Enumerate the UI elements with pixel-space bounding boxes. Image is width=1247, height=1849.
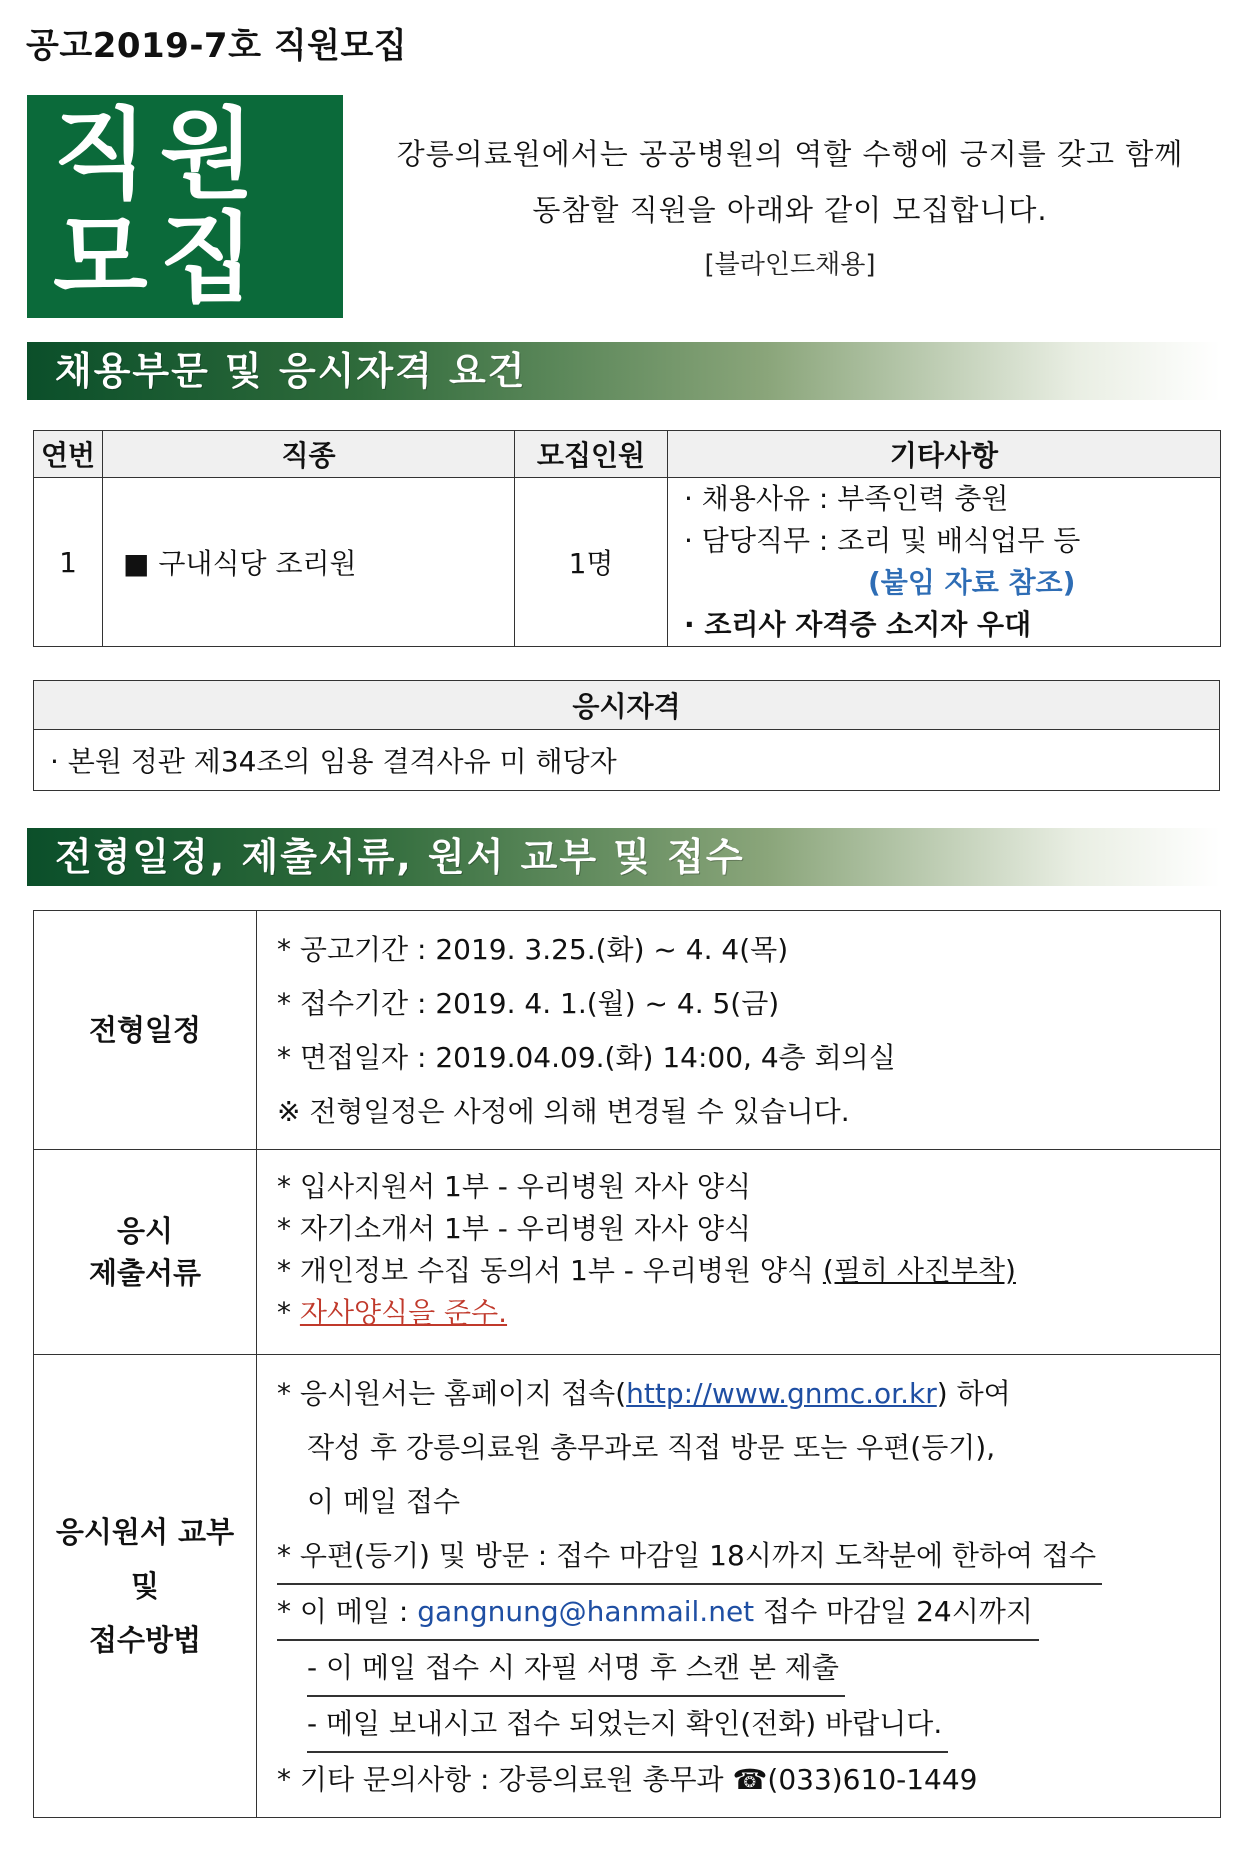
apply-mail-visit-text: * 우편(등기) 및 방문 : 접수 마감일 18시까지 도착분에 한하여 접수 xyxy=(277,1529,1102,1585)
apply-method: 작성 후 강릉의료원 총무과로 직접 방문 또는 우편(등기), xyxy=(307,1431,996,1464)
recruit-logo xyxy=(27,95,343,318)
apply-label-line-3: 접수방법 xyxy=(88,1623,202,1657)
table-header-row xyxy=(34,431,1221,478)
logo-line-2: 모집 xyxy=(53,201,267,316)
apply-email-confirm-note xyxy=(277,1697,1220,1753)
qualification-text: · 본원 정관 제34조의 임용 결격사유 미 해당자 xyxy=(34,730,1220,791)
recruit-table xyxy=(33,430,1221,647)
apply-label-line-2: 및 xyxy=(130,1569,159,1603)
email-link[interactable]: gangnung@hanmail.net xyxy=(417,1595,755,1628)
apply-label xyxy=(34,1355,257,1818)
apply-content xyxy=(257,1355,1221,1818)
doc-privacy-consent xyxy=(277,1250,1220,1292)
row-job: ■ 구내식당 조리원 xyxy=(103,478,515,647)
row-no: 1 xyxy=(34,478,103,647)
apply-email-confirm-text: - 메일 보내시고 접수 되었는지 확인(전화) 바랍니다. xyxy=(307,1697,948,1753)
col-header-job: 직종 xyxy=(103,431,515,478)
apply-email-deadline: 접수 마감일 24시까지 xyxy=(754,1595,1033,1628)
receipt-period: * 접수기간 : 2019. 4. 1.(월) ~ 4. 5(금) xyxy=(277,987,780,1020)
intro-line-1: 강릉의료원에서는 공공병원의 역할 수행에 긍지를 갖고 함께 xyxy=(396,137,1184,171)
etc-attachment-note: (붙임 자료 참조) xyxy=(868,566,1076,599)
doc-form-bullet: * xyxy=(277,1296,300,1329)
notice-period: * 공고기간 : 2019. 3.25.(화) ~ 4. 4(목) xyxy=(277,933,789,966)
apply-homepage-text: * 응시원서는 홈페이지 접속( xyxy=(277,1377,627,1410)
apply-email xyxy=(277,1585,1220,1641)
schedule-content xyxy=(257,911,1221,1150)
col-header-count: 모집인원 xyxy=(515,431,668,478)
row-etc xyxy=(668,478,1221,647)
doc-privacy-text: * 개인정보 수집 동의서 1부 - 우리병원 양식 xyxy=(277,1254,823,1287)
col-header-no: 연번 xyxy=(34,431,103,478)
page-title: 공고2019-7호 직원모집 xyxy=(26,26,408,66)
documents-row xyxy=(34,1150,1221,1355)
section-title-schedule: 전형일정, 제출서류, 원서 교부 및 접수 xyxy=(27,828,1220,886)
logo-line-1: 직원 xyxy=(53,97,267,212)
apply-label-line-1: 응시원서 교부 xyxy=(55,1515,235,1549)
etc-reason: · 채용사유 : 부족인력 충원 xyxy=(684,482,1009,515)
apply-contact xyxy=(277,1753,1220,1807)
schedule-table xyxy=(33,910,1221,1818)
doc-application: * 입사지원서 1부 - 우리병원 자사 양식 xyxy=(277,1170,751,1203)
documents-label-line-1: 응시 xyxy=(116,1214,174,1248)
doc-photo-note: (필히 사진부착) xyxy=(822,1254,1016,1287)
apply-email-label: * 이 메일 : xyxy=(277,1595,418,1628)
phone-number: ☎(033)610-1449 xyxy=(732,1763,978,1796)
etc-preference: · 조리사 자격증 소지자 우대 xyxy=(684,608,1032,641)
documents-label xyxy=(34,1150,257,1355)
apply-row xyxy=(34,1355,1221,1818)
schedule-change-note: ※ 전형일정은 사정에 의해 변경될 수 있습니다. xyxy=(277,1095,850,1128)
apply-homepage xyxy=(277,1367,1220,1421)
qualification-header: 응시자격 xyxy=(34,681,1220,730)
apply-email-scan-note xyxy=(277,1641,1220,1697)
row-count: 1명 xyxy=(515,478,668,647)
apply-email-method: 이 메일 접수 xyxy=(307,1485,461,1518)
homepage-link[interactable]: http://www.gnmc.or.kr xyxy=(626,1377,937,1410)
doc-form-warning: 자사양식을 준수. xyxy=(299,1296,508,1329)
doc-self-intro: * 자기소개서 1부 - 우리병원 자사 양식 xyxy=(277,1212,751,1245)
documents-label-line-2: 제출서류 xyxy=(88,1256,202,1290)
documents-content xyxy=(257,1150,1221,1355)
section-title-requirements: 채용부문 및 응시자격 요건 xyxy=(27,342,1220,400)
col-header-etc: 기타사항 xyxy=(668,431,1221,478)
apply-email-scan-text: - 이 메일 접수 시 자필 서명 후 스캔 본 제출 xyxy=(307,1641,845,1697)
intro-line-2: 동참할 직원을 아래와 같이 모집합니다. xyxy=(532,193,1048,227)
table-row xyxy=(34,478,1221,647)
schedule-row xyxy=(34,911,1221,1150)
apply-homepage-text-end: ) 하여 xyxy=(936,1377,1011,1410)
blind-recruit-note: [블라인드채용] xyxy=(704,250,876,280)
interview-date: * 면접일자 : 2019.04.09.(화) 14:00, 4층 회의실 xyxy=(277,1041,896,1074)
apply-mail-visit xyxy=(277,1529,1220,1585)
schedule-label: 전형일정 xyxy=(34,911,257,1150)
qualification-table xyxy=(33,680,1220,791)
etc-duty: · 담당직무 : 조리 및 배식업무 등 xyxy=(684,524,1081,557)
doc-form-note xyxy=(277,1292,1220,1334)
apply-contact-text: * 기타 문의사항 : 강릉의료원 총무과 xyxy=(277,1763,733,1796)
